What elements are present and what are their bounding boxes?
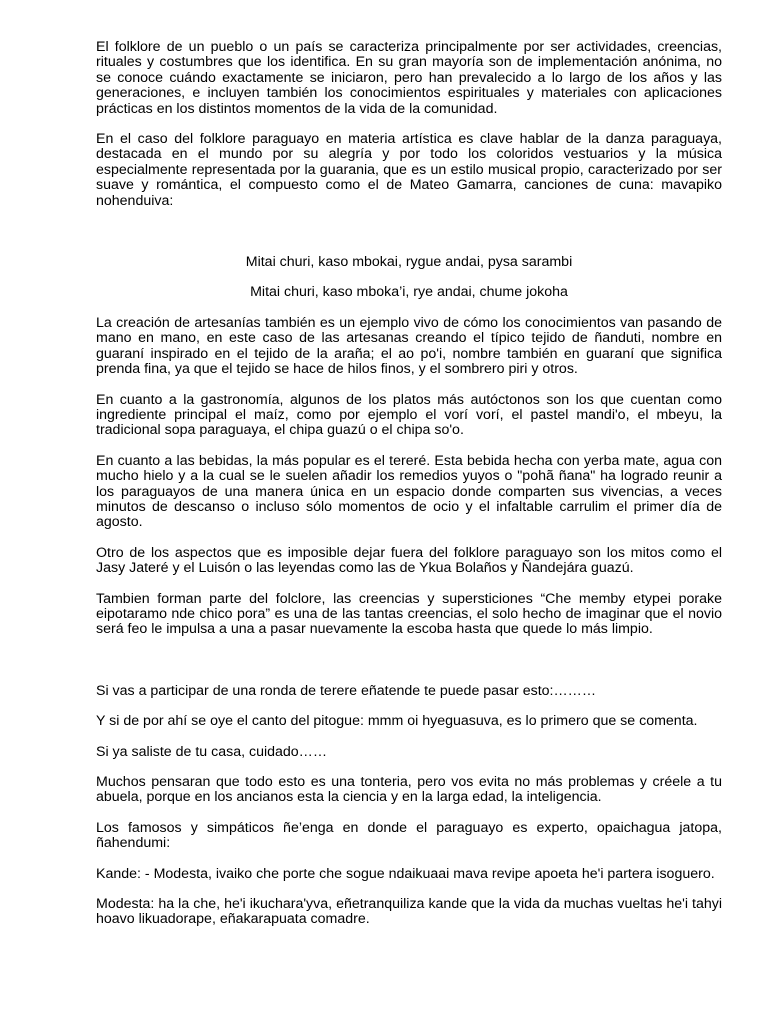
paragraph-kande: Kande: - Modesta, ivaiko che porte che sogue ndaikuaai mava revipe apoeta he'i partera isoguero. <box>96 865 715 882</box>
paragraph-danza-paraguaya: En el caso del folklore paraguayo en materia artística es clave hablar de la danza paraguaya, destacada en el mundo por su alegría y por todo los coloridos vestuarios y la música especialmente representada por la guarania, que es un estilo musical propio, caracterizado por ser suave y romántica, el compuesto como el de Mateo Gamarra, canciones de cuna: mavapiko nohenduiva: <box>96 131 722 209</box>
document-page <box>96 40 722 943</box>
paragraph-cuidado: Si ya saliste de tu casa, cuidado…… <box>96 743 328 760</box>
paragraph-artesanias: La creación de artesanías también es un ejemplo vivo de cómo los conocimientos van pasando de mano en mano, en este caso de las artesanas creando el típico tejido de ñanduti, nombre en guaraní inspirado en el tejido de la araña; el ao po'i, nombre también en guaraní que significa prenda fina, ya que el tejido se hace de hilos finos, y el sombrero piri y otros. <box>96 314 722 378</box>
paragraph-creencias: Tambien forman parte del folclore, las creencias y supersticiones “Che memby etypei porake eipotaramo nde chico pora” es una de las tantas creencias, el solo hecho de imaginar que el novio será feo le impulsa a una a pasar nuevamente la escoba hasta que quede lo más limpio. <box>96 590 722 638</box>
paragraph-gastronomia: En cuanto a la gastronomía, algunos de los platos más autóctonos son los que cuentan como ingrediente principal el maíz, como por ejemplo el vorí vorí, el pastel mandi'o, el mbeyu, la tradicional sopa paraguaya, el chipa guazú o el chipa so'o. <box>96 391 722 439</box>
verse-line-1: Mitai churi, kaso mbokai, rygue andai, pysa sarambi <box>245 254 573 271</box>
paragraph-bebidas: En cuanto a las bebidas, la más popular es el tereré. Esta bebida hecha con yerba mate, agua con mucho hielo y a la cual se le suelen añadir los remedios yuyos o "pohã ñana" ha logrado reunir a los paraguayos de una manera única en un espacio donde comparten sus vivencias, a veces minutos de descanso o incluso sólo momentos de ocio y el infaltable carrulim el primer día de agosto. <box>96 452 722 531</box>
paragraph-mitos: Otro de los aspectos que es imposible dejar fuera del folklore paraguayo son los mitos como el Jasy Jateré y el Luisón o las leyendas como las de Ykua Bolaños y Ñandejára guazú. <box>96 544 722 577</box>
spacer <box>96 224 722 255</box>
paragraph-abuela: Muchos pensaran que todo esto es una tonteria, pero vos evita no más problemas y créele a tu abuela, porque en los ancianos esta la ciencia y en la larga edad, la inteligencia. <box>96 774 722 806</box>
paragraph-ronda-terere: Si vas a participar de una ronda de terere eñatende te puede pasar esto:……… <box>96 682 597 699</box>
paragraph-nee-enga: Los famosos y simpáticos ñe’enga en donde el paraguayo es experto, opaichagua jatopa, ñahendumi: <box>96 819 722 852</box>
paragraph-folklore-intro: El folklore de un pueblo o un país se caracteriza principalmente por ser actividades, creencias, rituales y costumbres que los identifica. En su gran mayoría son de implementación anónima, no se conoce cuándo exactamente se iniciaron, pero han prevalecido a lo largo de los años y las generaciones, e incluyen también los conocimientos espirituales y materiales con aplicaciones prácticas en los distintos momentos de la vida de la comunidad. <box>96 39 722 117</box>
spacer <box>96 653 722 684</box>
paragraph-modesta: Modesta: ha la che, he'i ikuchara'yva, eñetranquiliza kande que la vida da muchas vueltas he'i tahyi hoavo likuadorape, eñakarapuata comadre. <box>96 896 722 928</box>
paragraph-pitogue: Y si de por ahí se oye el canto del pitogue: mmm oi hyeguasuva, es lo primero que se comenta. <box>96 713 698 730</box>
verse-line-2: Mitai churi, kaso mboka’i, rye andai, chume jokoha <box>250 284 568 301</box>
